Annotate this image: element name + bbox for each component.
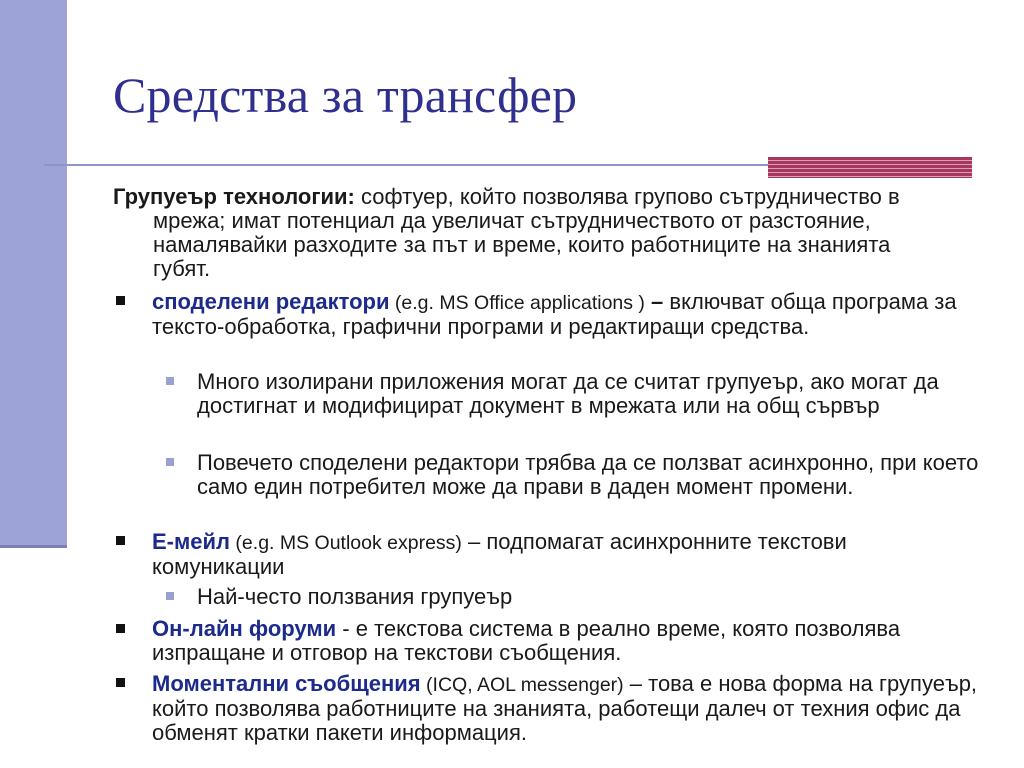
title-divider-line (44, 164, 770, 166)
bullet-square-icon (116, 678, 125, 687)
sub-bullet-square-icon (166, 377, 174, 385)
item-paren: (ICQ, AOL messenger) (420, 674, 624, 696)
sub-item (197, 451, 997, 499)
list-item-shared-editors (152, 290, 992, 339)
item-text: – това е нова форма на групуеър, който позволява работниците на знанията, работещи далеч от техния офис да обменят кратки пакети информация. (152, 671, 978, 745)
sub-item (197, 585, 977, 609)
item-text: включват обща програма за тексто-обработка, графични програми и редактиращи средства. (152, 289, 957, 339)
list-item-instant-messaging (152, 672, 1002, 745)
sub-item (197, 370, 997, 418)
item-paren: (e.g. MS Outlook express) (230, 532, 462, 554)
sub-bullet-square-icon (166, 458, 174, 466)
sub-item-text: Повечето споделени редактори трябва да се ползват асинхронно, при което само един потребител може да прави в даден момент промени. (197, 450, 979, 499)
intro-text: софтуер, който позволява групово сътрудничество в мрежа; имат потенциал да увеличат сътрудничеството от разстояние, намалявайки разходите за път и време, които работниците на знанията губят. (153, 184, 900, 281)
item-term: Е-мейл (152, 529, 231, 554)
bullet-square-icon (116, 296, 125, 305)
item-term: споделени редактори (152, 289, 390, 314)
sub-item-text: Много изолирани приложения могат да се считат групуеър, ако могат да достигнат и модифицират документ в мрежата или на общ сървър (197, 369, 939, 418)
list-item-email (152, 530, 972, 579)
item-paren: (e.g. MS Office applications ) (389, 292, 645, 314)
item-sep: – (644, 289, 664, 314)
sub-item-text: Най-често ползвания групуеър (197, 584, 513, 609)
left-sidebar-edge (0, 545, 67, 548)
bullet-square-icon (116, 624, 125, 633)
item-term: Моментални съобщения (152, 671, 421, 696)
intro-term: Групуеър технологии: (113, 184, 355, 209)
slide-title: Средства за трансфер (113, 67, 578, 123)
item-text: - е текстова система в реално време, която позволява изпращане и отговор на текстови съобщения. (152, 616, 901, 665)
left-sidebar-bar (0, 0, 67, 545)
intro-paragraph (113, 185, 913, 281)
sub-bullet-square-icon (166, 592, 174, 600)
bullet-square-icon (116, 536, 125, 545)
title-accent-stripe (768, 157, 972, 178)
item-text: – подпомагат асинхронните текстови комуникации (152, 529, 847, 579)
item-term: Он-лайн форуми (152, 616, 337, 641)
list-item-online-forums (152, 617, 952, 665)
